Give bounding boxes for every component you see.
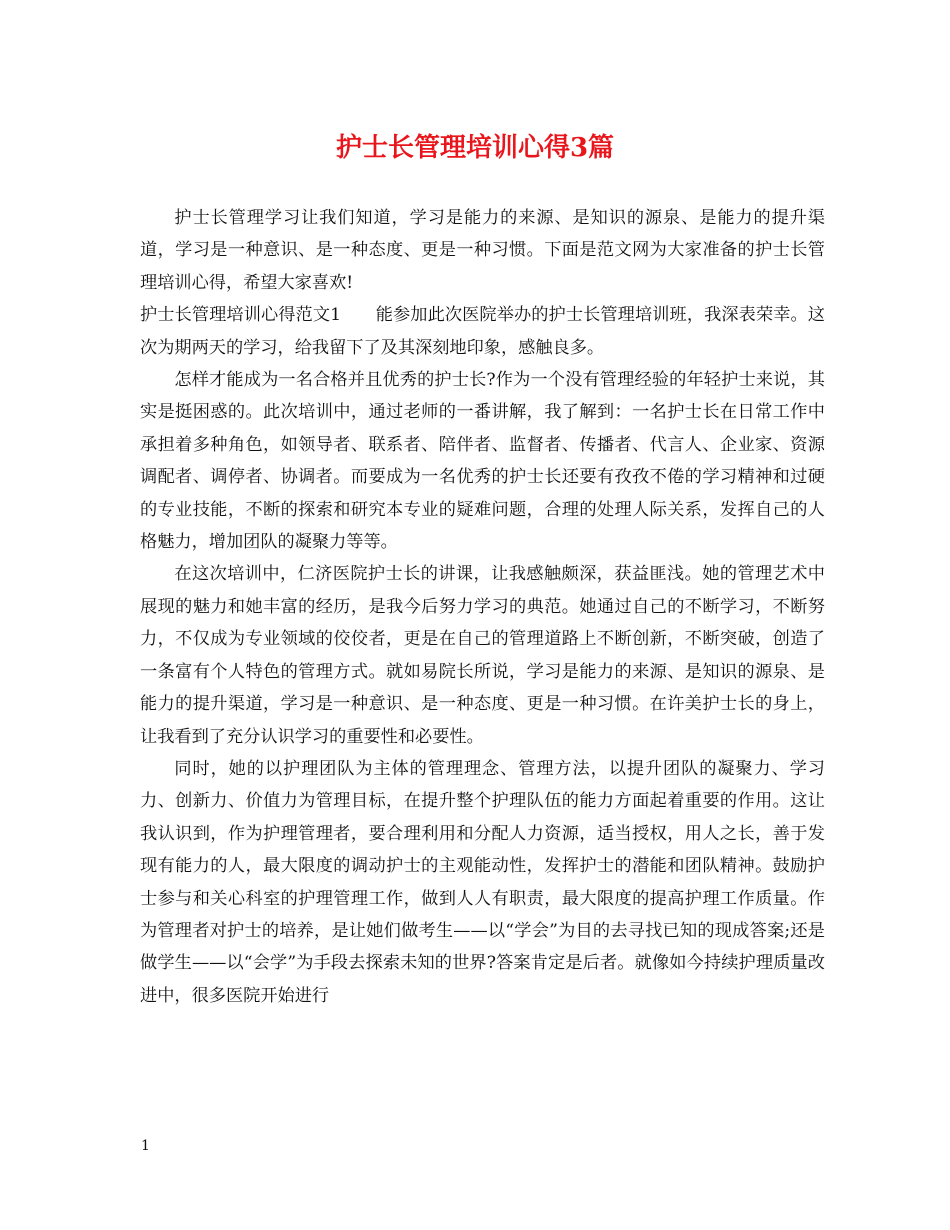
- paragraph-roles: 怎样才能成为一名合格并且优秀的护士长?作为一个没有管理经验的年轻护士来说，其实是挺困惑的。此次培训中，通过老师的一番讲解，我了解到：一名护士长在日常工作中承担着多种角色，如领导者、联系者、陪伴者、监督者、传播者、代言人、企业家、资源调配者、调停者、协调者。而要成为一名优秀的护士长还要有孜孜不倦的学习精神和过硬的专业技能，不断的探索和研究本专业的疑难问题，合理的处理人际关系，发挥自己的人格魅力，增加团队的凝聚力等等。: [140, 370, 825, 553]
- document-title: 护士长管理培训心得3篇: [335, 133, 615, 163]
- page-number: 1: [141, 1138, 150, 1154]
- document-body: [140, 202, 825, 1012]
- paragraph-sample-heading: 护士长管理培训心得范文1 能参加此次医院举办的护士长管理培训班，我深表荣幸。这次为期两天的学习，给我留下了及其深刻地印象，感触良多。: [140, 305, 825, 358]
- paragraph-training-experience: 在这次培训中，仁济医院护士长的讲课，让我感触颇深，获益匪浅。她的管理艺术中展现的魅力和她丰富的经历，是我今后努力学习的典范。她通过自己的不断学习，不断努力，不仅成为专业领域的佼佼者，更是在自己的管理道路上不断创新，不断突破，创造了一条富有个人特色的管理方式。就如易院长所说，学习是能力的来源、是知识的源泉、是能力的提升渠道，学习是一种意识、是一种态度、更是一种习惯。在许美护士长的身上，让我看到了充分认识学习的重要性和必要性。: [140, 564, 825, 747]
- paragraph-intro: 护士长管理学习让我们知道，学习是能力的来源、是知识的源泉、是能力的提升渠道，学习是一种意识、是一种态度、更是一种习惯。下面是范文网为大家准备的护士长管理培训心得，希望大家喜欢!: [140, 208, 825, 293]
- paragraph-team-management: 同时，她的以护理团队为主体的管理理念、管理方法，以提升团队的凝聚力、学习力、创新力、价值力为管理目标，在提升整个护理队伍的能力方面起着重要的作用。这让我认识到，作为护理管理者，要合理利用和分配人力资源，适当授权，用人之长，善于发现有能力的人，最大限度的调动护士的主观能动性，发挥护士的潜能和团队精神。鼓励护士参与和关心科室的护理管理工作，做到人人有职责，最大限度的提高护理工作质量。作为管理者对护士的培养，是让她们做考生——以“学会”为目的去寻找已知的现成答案;还是做学生——以“会学”为手段去探索未知的世界?答案肯定是后者。就像如今持续护理质量改进中，很多医院开始进行: [140, 758, 825, 1006]
